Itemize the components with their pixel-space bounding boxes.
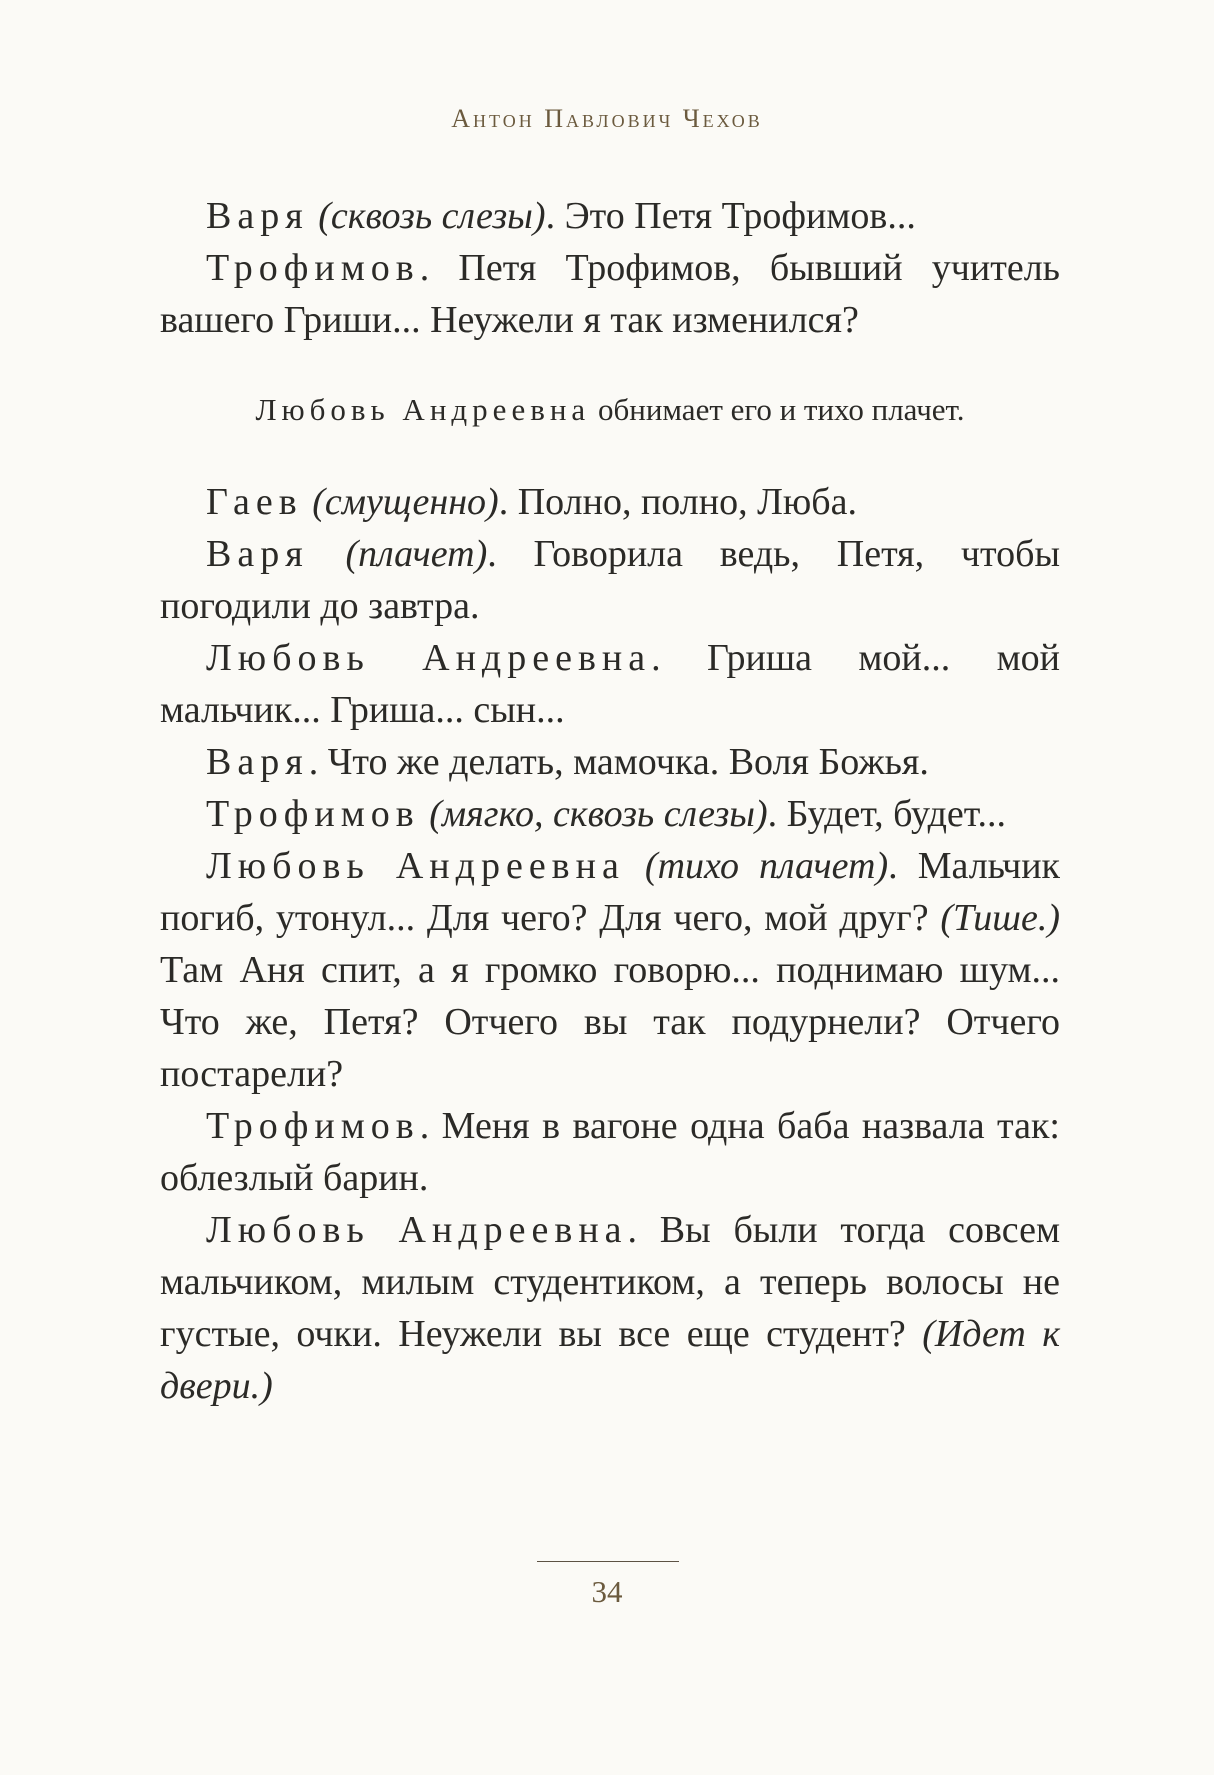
speaker-name: Любовь Андреевна	[206, 637, 652, 679]
stage-speaker-name: Любовь Андреевна	[255, 392, 591, 427]
play-text	[160, 190, 1060, 1412]
speech-line	[160, 528, 1060, 632]
stage-direction-inline: (смущенно)	[312, 481, 499, 523]
stage-direction-inline: (Идет к двери.)	[160, 1313, 1060, 1407]
speech-line	[160, 1204, 1060, 1412]
speech-text: Там Аня спит, а я громко говорю... поднимаю шум... Что же, Петя? Отчего вы так подурнели? Отчего постарели?	[160, 949, 1060, 1095]
speaker-name: Трофимов	[206, 793, 420, 835]
speech-line	[160, 190, 1060, 242]
speech-text: . Петя Трофимов, бывший учитель вашего Гриши... Неужели я так изменился?	[160, 247, 1060, 341]
speaker-name: Гаев	[206, 481, 303, 523]
speech-text: . Мальчик погиб, утонул... Для чего? Для чего, мой друг?	[160, 845, 1061, 939]
stage-direction-inline: (Тише.)	[940, 897, 1060, 939]
speech-text: . Гриша мой... мой мальчик... Гриша... сын...	[160, 637, 1060, 731]
stage-direction-inline: (мягко, сквозь слезы)	[429, 793, 768, 835]
page-number: 34	[591, 1574, 623, 1609]
speech-line	[160, 476, 1060, 528]
speech-line	[160, 788, 1060, 840]
speech-line	[160, 736, 1060, 788]
speaker-name: Любовь Андреевна	[206, 845, 625, 887]
speaker-name: Варя	[206, 741, 309, 783]
stage-direction	[160, 388, 1060, 432]
speaker-name: Трофимов	[206, 247, 420, 289]
stage-direction-text: обнимает его и тихо плачет.	[590, 392, 965, 427]
speech-text: . Меня в вагоне одна баба назвала так: облезлый барин.	[160, 1105, 1060, 1199]
folio-rule	[537, 1561, 679, 1562]
speech-text: . Что же делать, мамочка. Воля Божья.	[308, 741, 929, 783]
speech-text: . Говорила ведь, Петя, чтобы погодили до завтра.	[160, 533, 1061, 627]
speech-text: . Будет, будет...	[767, 793, 1007, 835]
running-head: Антон Павлович Чехов	[451, 104, 763, 133]
speech-line	[160, 632, 1060, 736]
speech-text: . Полно, полно, Люба.	[498, 481, 857, 523]
stage-direction-inline: (сквозь слезы)	[318, 195, 546, 237]
speech-line	[160, 242, 1060, 346]
speaker-name: Варя	[206, 533, 309, 575]
speech-line	[160, 1100, 1060, 1204]
stage-direction-inline: (плачет)	[345, 533, 488, 575]
stage-direction-inline: (тихо плачет)	[644, 845, 889, 887]
speech-text: . Это Петя Трофимов...	[545, 195, 916, 237]
speaker-name: Варя	[206, 195, 309, 237]
speech-line	[160, 840, 1060, 1100]
speaker-name: Трофимов	[206, 1105, 420, 1147]
speaker-name: Любовь Андреевна	[206, 1209, 628, 1251]
speech-text: . Вы были тогда совсем мальчиком, милым студентиком, а теперь волосы не густые, очки. Неужели вы все еще студент?	[160, 1209, 1060, 1355]
